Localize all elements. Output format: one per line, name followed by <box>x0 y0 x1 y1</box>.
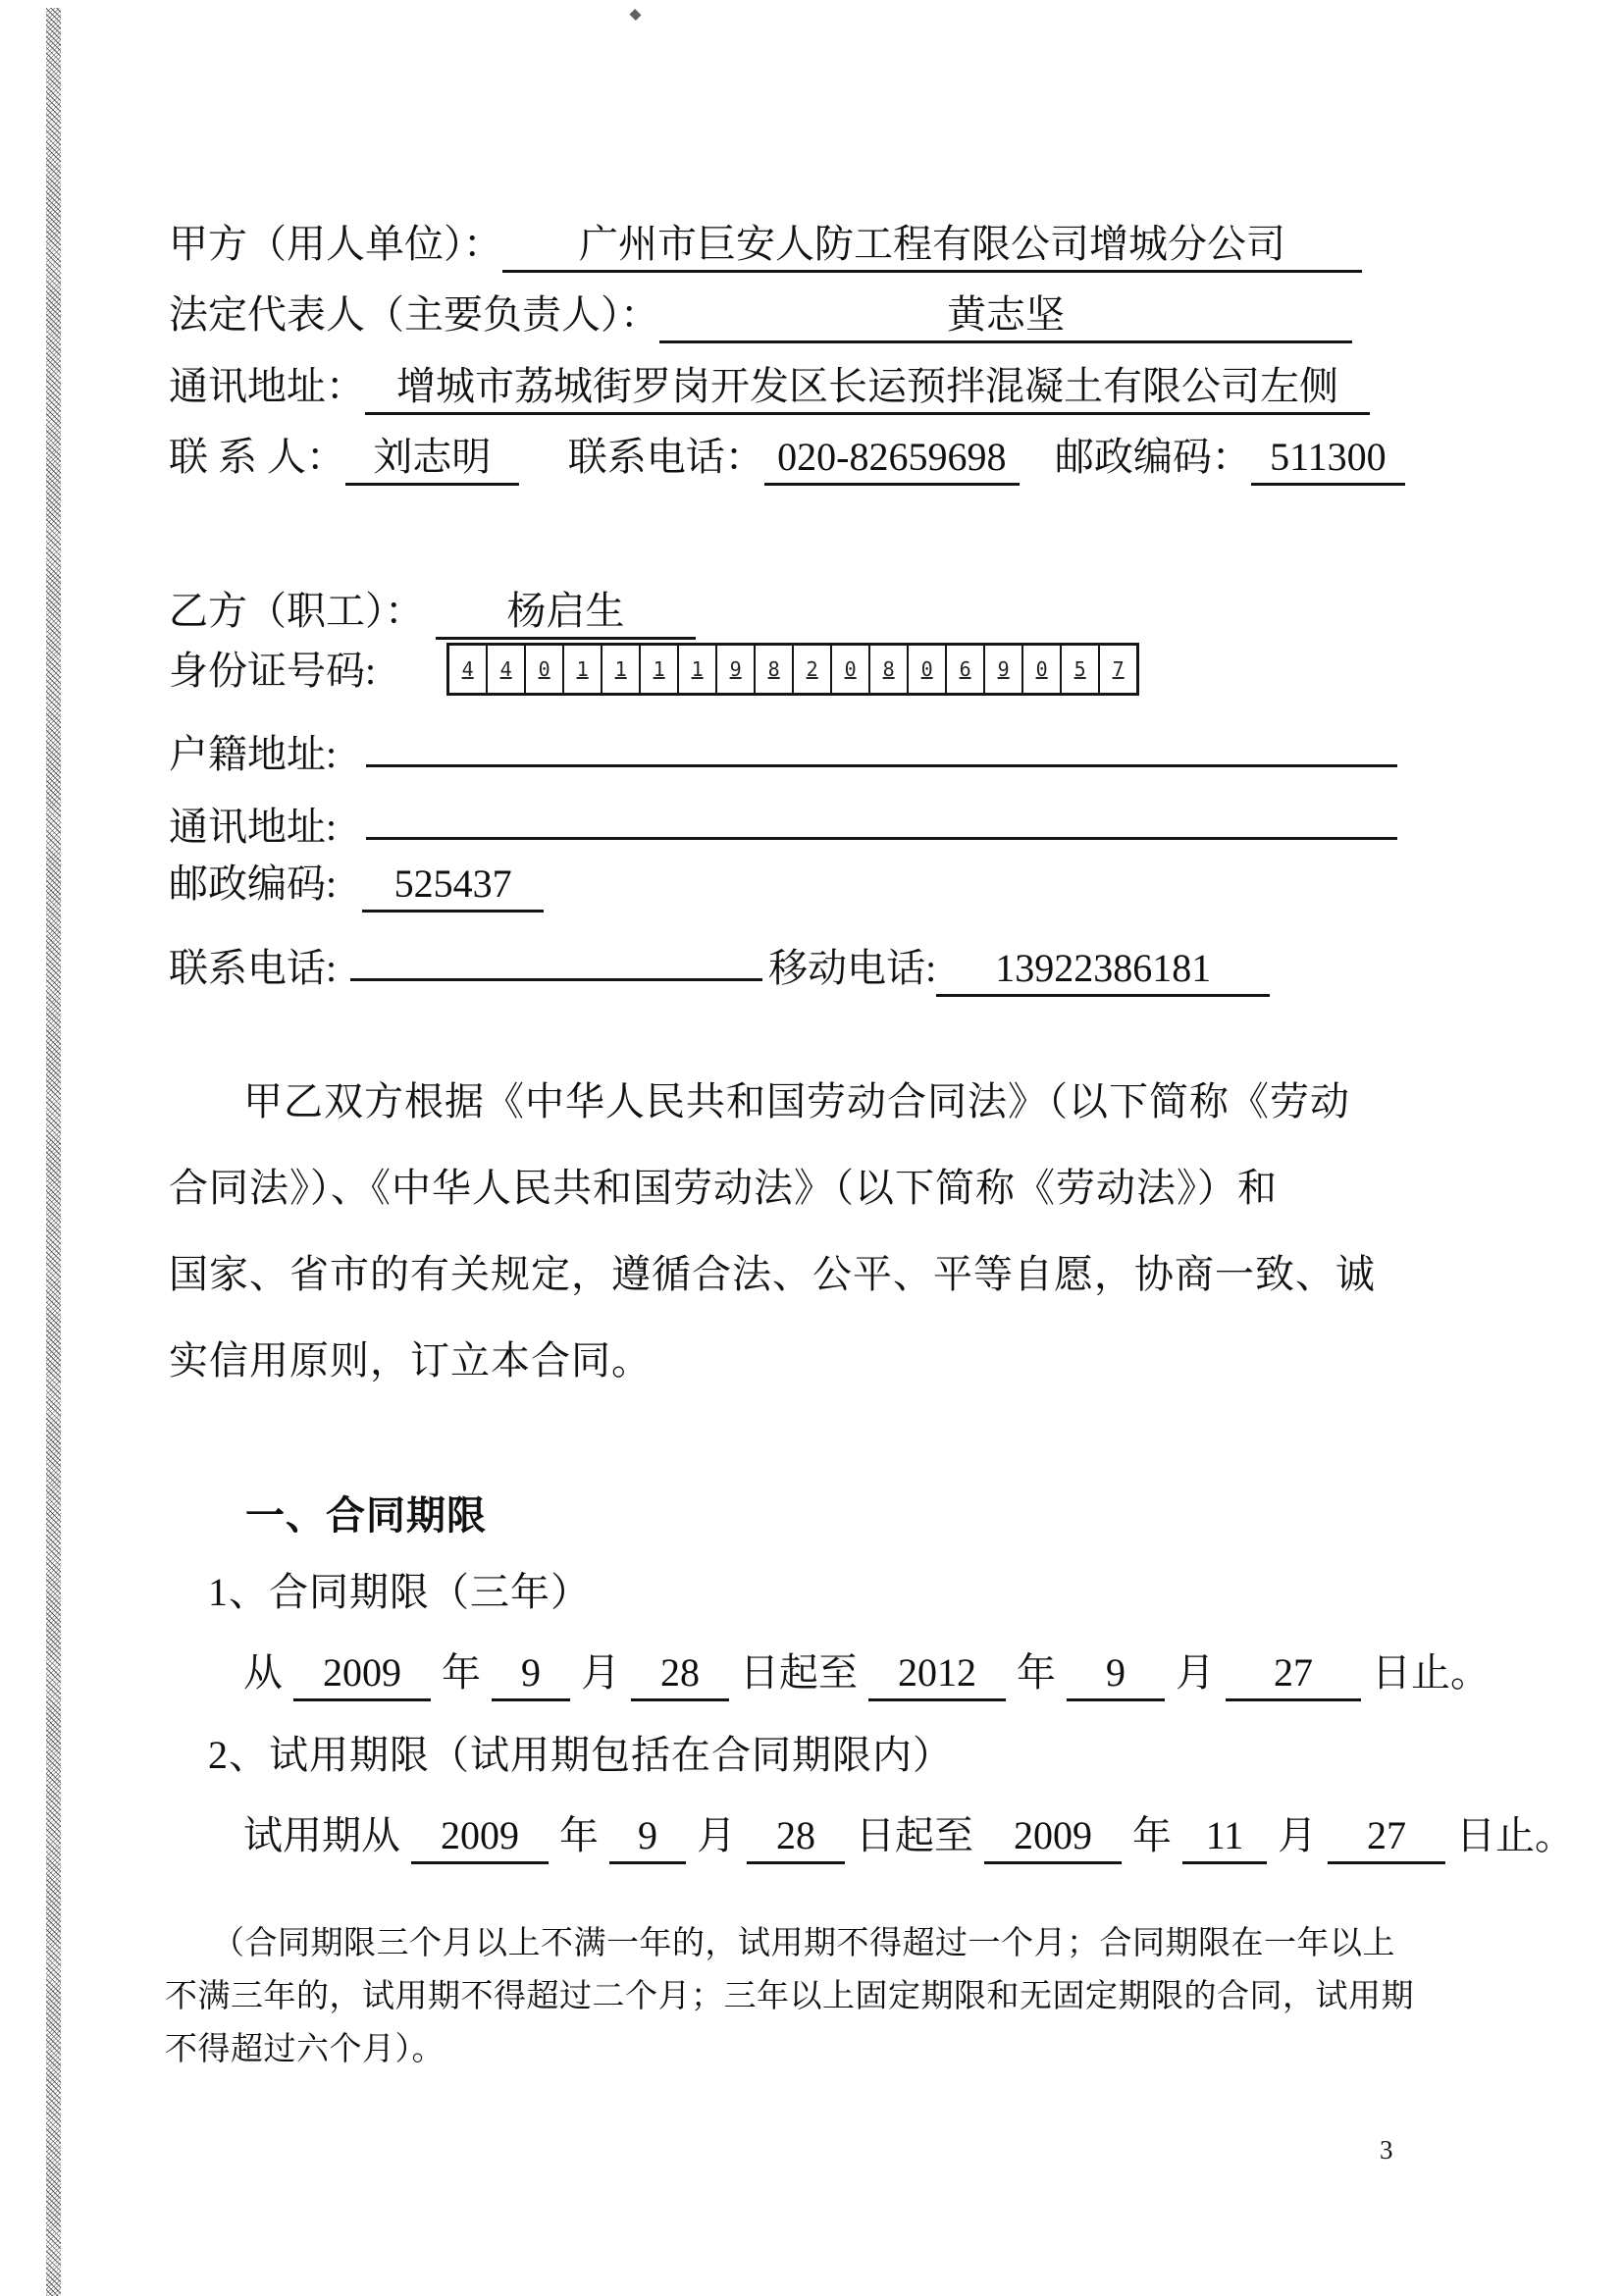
term-end-month: 9 <box>1067 1650 1165 1701</box>
party-b-mailing-address-label: 通讯地址: <box>169 805 338 849</box>
probation-end-day: 27 <box>1328 1813 1445 1864</box>
term-unit-month-a: 月 <box>581 1650 620 1695</box>
probation-term-row <box>243 1813 1574 1864</box>
party-b-registered-address-row <box>169 718 1397 777</box>
probation-unit-month-a: 月 <box>697 1813 736 1857</box>
probation-lead: 试用期从 <box>243 1813 400 1857</box>
party-a-contact-row <box>169 435 1405 486</box>
probation-mid: 日起至 <box>856 1813 973 1857</box>
probation-start-month: 9 <box>609 1813 686 1864</box>
term-start-day: 28 <box>631 1650 729 1701</box>
party-b-postcode-label: 邮政编码: <box>169 861 338 906</box>
party-b-phone-row <box>169 932 1270 997</box>
party-a-address-value: 增城市荔城街罗岗开发区长运预拌混凝土有限公司左侧 <box>365 364 1370 415</box>
party-b-employee-row <box>169 589 696 640</box>
id-digit-cell: 0 <box>907 646 945 693</box>
section-1-heading: 一、合同期限 <box>245 1493 487 1538</box>
probation-note-line-2: 不满三年的，试用期不得超过二个月；三年以上固定期限和无固定期限的合同，试用期 <box>165 1979 1414 2014</box>
preamble-line-3: 国家、省市的有关规定，遵循合法、公平、平等自愿，协商一致、诚 <box>169 1252 1376 1296</box>
term-mid: 日起至 <box>740 1650 858 1695</box>
id-digit-cell: 9 <box>715 646 754 693</box>
probation-start-year: 2009 <box>411 1813 549 1864</box>
party-a-contact-label: 联 系 人： <box>169 435 345 479</box>
id-digit-cell: 1 <box>601 646 639 693</box>
party-b-phone-label: 联系电话: <box>169 946 338 990</box>
id-digit-cell: 1 <box>562 646 601 693</box>
preamble-line-2: 合同法》）、《中华人民共和国劳动法》（以下简称《劳动法》）和 <box>169 1166 1278 1210</box>
party-b-id-row <box>169 643 1139 696</box>
party-a-employer-label: 甲方（用人单位）： <box>169 222 502 266</box>
probation-end-year: 2009 <box>984 1813 1122 1864</box>
id-digit-cell: 0 <box>524 646 562 693</box>
party-b-mobile-value: 13922386181 <box>936 946 1270 997</box>
term-unit-year-b: 年 <box>1017 1650 1056 1695</box>
id-digit-cell: 1 <box>677 646 715 693</box>
party-a-legal-rep-row <box>169 292 1352 343</box>
scan-speck-artifact <box>629 9 641 21</box>
party-a-address-label: 通讯地址： <box>169 364 365 408</box>
party-b-mailing-address-row <box>169 791 1397 850</box>
party-a-postcode-value: 511300 <box>1251 435 1405 486</box>
party-b-registered-address-value <box>366 718 1397 767</box>
probation-unit-year-a: 年 <box>559 1813 599 1857</box>
term-start-year: 2009 <box>293 1650 431 1701</box>
id-digit-cell: 4 <box>486 646 524 693</box>
probation-start-day: 28 <box>747 1813 845 1864</box>
party-a-employer-value: 广州市巨安人防工程有限公司增城分公司 <box>502 222 1362 273</box>
term-lead: 从 <box>243 1650 283 1695</box>
term-tail: 日止。 <box>1372 1650 1490 1695</box>
section-1-item-2: 2、试用期限（试用期包括在合同期限内） <box>208 1733 953 1777</box>
term-unit-year-a: 年 <box>442 1650 481 1695</box>
party-a-postcode-label: 邮政编码： <box>1054 435 1251 479</box>
id-digit-cell: 8 <box>868 646 907 693</box>
id-digit-cell: 9 <box>983 646 1021 693</box>
party-a-employer-row <box>169 222 1362 273</box>
id-digit-cell: 2 <box>792 646 830 693</box>
id-number-boxes <box>446 643 1139 696</box>
party-b-registered-address-label: 户籍地址: <box>169 732 338 776</box>
party-b-mobile-label: 移动电话: <box>768 946 937 990</box>
term-end-day: 27 <box>1226 1650 1361 1701</box>
party-b-mailing-address-value <box>366 791 1397 840</box>
term-unit-month-b: 月 <box>1176 1650 1215 1695</box>
party-b-employee-label: 乙方（职工）： <box>169 589 424 633</box>
party-b-employee-value: 杨启生 <box>436 589 696 640</box>
id-digit-cell: 6 <box>945 646 983 693</box>
party-b-postcode-row <box>169 861 544 913</box>
party-b-phone-value <box>350 932 762 981</box>
id-digit-cell: 4 <box>461 656 474 681</box>
party-b-id-label: 身份证号码: <box>169 649 377 693</box>
contract-term-row <box>243 1650 1490 1701</box>
party-a-contact-value: 刘志明 <box>345 435 519 486</box>
section-1-item-1: 1、合同期限（三年） <box>208 1570 591 1614</box>
preamble-line-1: 甲乙双方根据《中华人民共和国劳动合同法》（以下简称《劳动 <box>243 1079 1350 1123</box>
party-a-address-row <box>169 364 1370 415</box>
page-number: 3 <box>1380 2135 1393 2165</box>
scan-edge-artifact <box>46 8 61 2296</box>
id-digit-cell: 0 <box>1021 646 1060 693</box>
probation-end-month: 11 <box>1182 1813 1267 1864</box>
probation-unit-month-b: 月 <box>1278 1813 1317 1857</box>
probation-unit-year-b: 年 <box>1132 1813 1172 1857</box>
party-a-phone-value: 020-82659698 <box>764 435 1020 486</box>
id-digit-cell: 1 <box>639 646 677 693</box>
id-digit-cell: 8 <box>754 646 792 693</box>
id-digit-cell: 0 <box>830 646 868 693</box>
id-digit-cell: 5 <box>1060 646 1098 693</box>
party-a-legal-rep-value: 黄志坚 <box>659 292 1352 343</box>
id-digit-cell: 7 <box>1098 646 1136 693</box>
probation-note-line-1: （合同期限三个月以上不满一年的，试用期不得超过一个月；合同期限在一年以上 <box>212 1926 1395 1961</box>
probation-tail: 日止。 <box>1456 1813 1574 1857</box>
party-a-legal-rep-label: 法定代表人（主要负责人）： <box>169 292 659 337</box>
term-end-year: 2012 <box>868 1650 1006 1701</box>
party-a-phone-label: 联系电话： <box>567 435 764 479</box>
term-start-month: 9 <box>492 1650 570 1701</box>
party-b-postcode-value: 525437 <box>362 861 544 913</box>
preamble-line-4: 实信用原则，订立本合同。 <box>169 1338 652 1383</box>
probation-note-line-3: 不得超过六个月）。 <box>165 2032 445 2067</box>
